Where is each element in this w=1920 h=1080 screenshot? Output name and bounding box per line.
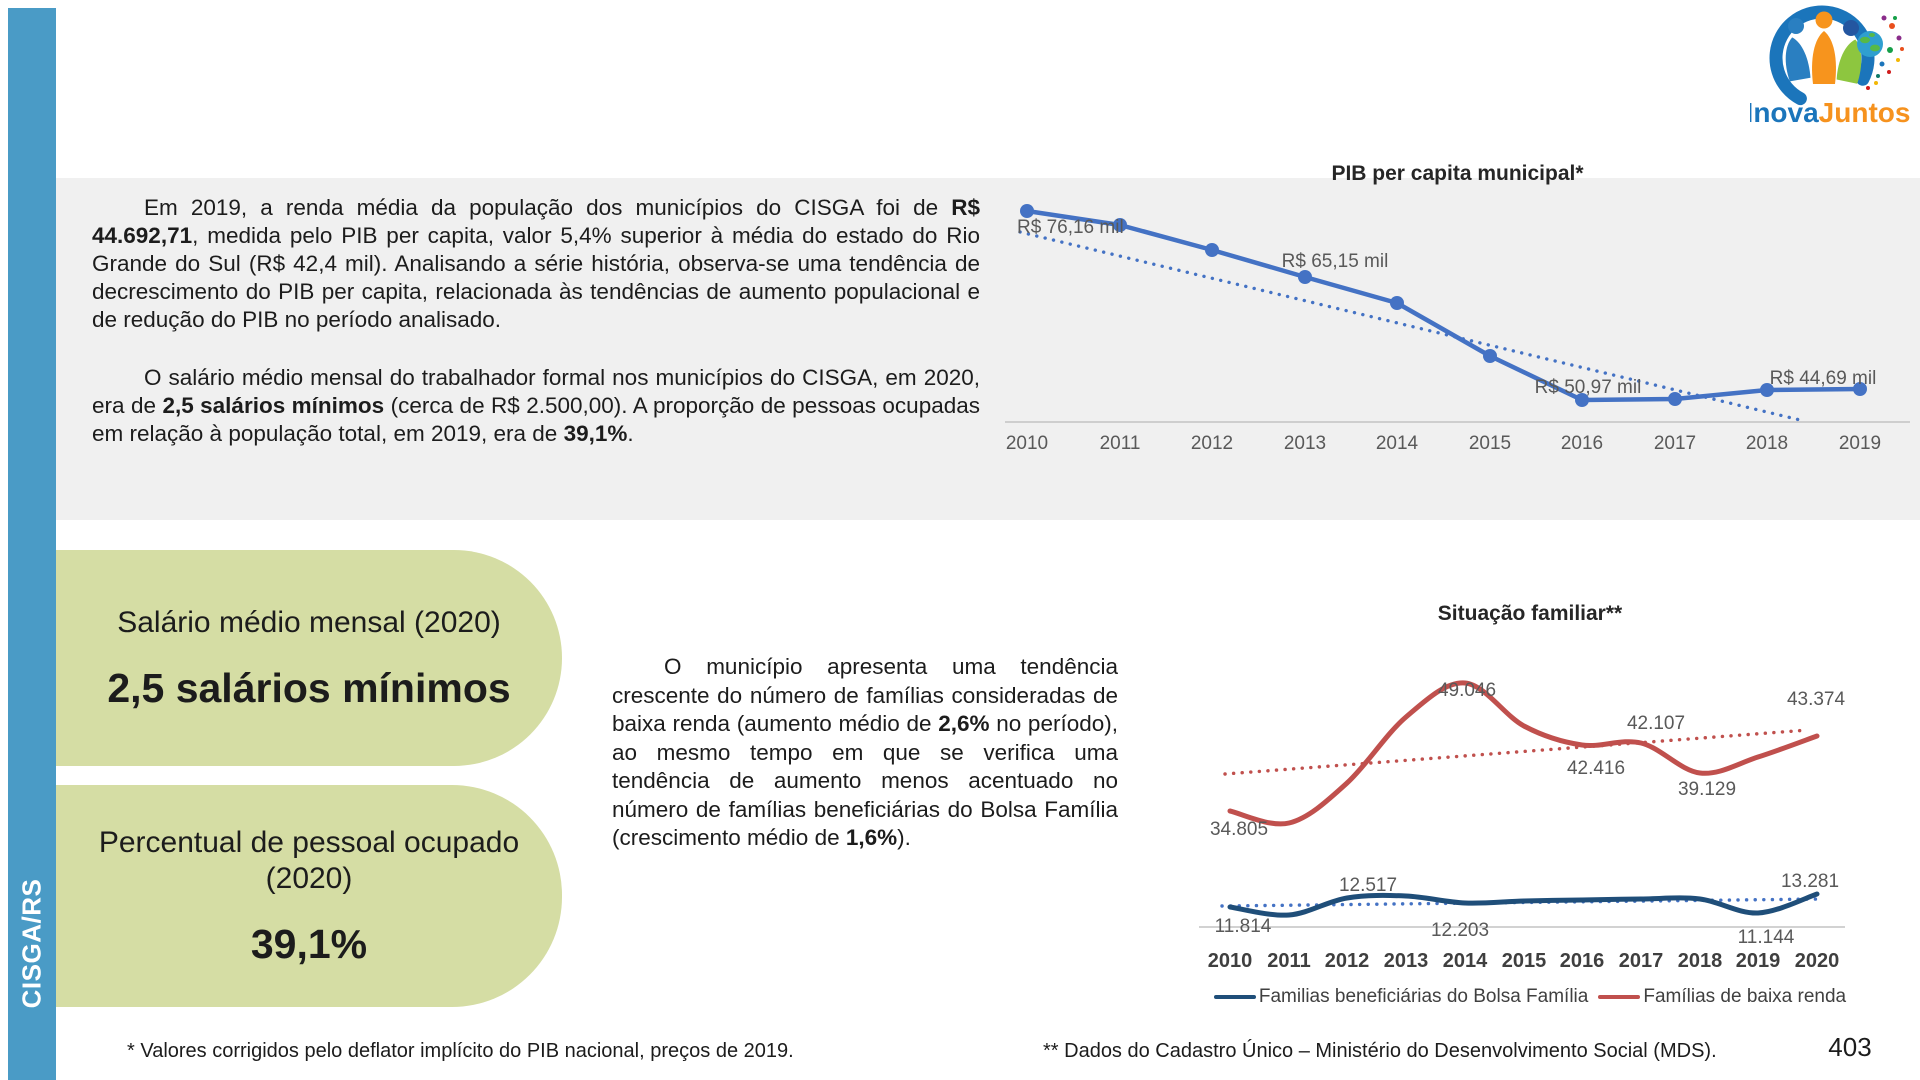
svg-text:2016: 2016: [1560, 433, 1604, 454]
svg-text:34.805: 34.805: [1209, 819, 1269, 840]
family-chart-legend: [1190, 986, 1870, 1008]
svg-text:13.281: 13.281: [1780, 871, 1840, 892]
svg-text:2010: 2010: [1207, 950, 1253, 972]
family-line-chart: [1190, 640, 1870, 1010]
svg-text:2020: 2020: [1794, 950, 1840, 972]
svg-text:2017: 2017: [1618, 950, 1664, 972]
svg-text:2013: 2013: [1383, 950, 1429, 972]
svg-text:2018: 2018: [1745, 433, 1789, 454]
svg-text:2016: 2016: [1559, 950, 1605, 972]
page-number: 403: [1828, 1032, 1872, 1062]
svg-text:12.517: 12.517: [1338, 875, 1398, 896]
svg-text:39.129: 39.129: [1677, 779, 1737, 800]
svg-text:2010: 2010: [1005, 433, 1049, 454]
svg-text:2019: 2019: [1735, 950, 1781, 972]
people-figures-icon: [1781, 12, 1866, 85]
card-value: 2,5 salários mínimos: [107, 664, 511, 711]
legend-label: Familias beneficiárias do Bolsa Família: [1258, 986, 1589, 1007]
svg-text:43.374: 43.374: [1786, 689, 1846, 710]
inovajuntos-logo: [1750, 4, 1910, 136]
svg-text:11.144: 11.144: [1737, 927, 1795, 948]
svg-text:InovaJuntos: [1750, 97, 1910, 128]
legend-line-swatch-icon: [1214, 995, 1256, 1000]
highlight-card-salary: [56, 550, 562, 766]
card-value: 39,1%: [250, 920, 368, 967]
svg-text:2014: 2014: [1442, 950, 1488, 972]
footnote-pib: * Valores corrigidos pelo deflator implícito do PIB nacional, preços de 2019.: [127, 1040, 794, 1062]
highlight-card-occupation: [56, 785, 562, 1007]
logo-word-inova: Inova: [1750, 97, 1819, 128]
svg-text:2018: 2018: [1677, 950, 1723, 972]
svg-text:49.046: 49.046: [1437, 680, 1497, 701]
intro-paragraph-2: O salário médio mensal do trabalhador formal nos municípios do CISGA, em 2020, era de 2,5 salários mínimos (cerca de R$ 2.500,00). A proporção de pessoas ocupadas em relação à população total, em 2019, era de 39,1%.: [92, 365, 980, 446]
svg-text:2012: 2012: [1190, 433, 1234, 454]
svg-text:2015: 2015: [1468, 433, 1512, 454]
svg-text:2012: 2012: [1324, 950, 1370, 972]
region-label: CISGA/RS: [16, 878, 47, 1008]
card-title: Salário médio mensal (2020): [117, 605, 501, 639]
legend-label: Famílias de baixa renda: [1643, 986, 1847, 1007]
legend-item: [1214, 986, 1588, 1008]
card-title: Percentual de pessoal ocupado (2020): [98, 825, 520, 895]
inovajuntos-logo-icon: [1750, 4, 1910, 136]
svg-text:R$ 76,16 mil: R$ 76,16 mil: [1017, 217, 1124, 238]
family-trend-paragraph: O município apresenta uma tendência crescente do número de famílias consideradas de baixa renda (aumento médio de 2,6% no período), ao mesmo tempo em que se verifica uma tendência de aumento menos acentuado no número de famílias beneficiárias do Bolsa Família (crescimento médio de 1,6%).: [612, 654, 1118, 850]
svg-text:2014: 2014: [1375, 433, 1419, 454]
svg-text:R$ 44,69 mil: R$ 44,69 mil: [1769, 368, 1877, 389]
legend-line-swatch-icon: [1598, 995, 1640, 1000]
pib-line-chart: [1005, 155, 1910, 475]
intro-paragraph-1: Em 2019, a renda média da população dos municípios do CISGA foi de R$ 44.692,71, medida pelo PIB per capita, valor 5,4% superior à média do estado do Rio Grande do Sul (R$ 42,4 mil). Analisando a série história, observa-se uma tendência de decrescimento do PIB per capita, relacionada às tendências de aumento populacional e de redução do PIB no período analisado.: [92, 195, 980, 332]
legend-item: [1598, 986, 1846, 1008]
svg-text:R$ 65,15 mil: R$ 65,15 mil: [1281, 251, 1389, 272]
svg-text:2017: 2017: [1653, 433, 1697, 454]
globe-icon: [1857, 31, 1883, 57]
svg-text:2011: 2011: [1099, 433, 1141, 454]
sidebar-label-wrap: [8, 868, 56, 1018]
svg-text:2015: 2015: [1501, 950, 1547, 972]
svg-text:2011: 2011: [1267, 950, 1311, 972]
logo-word-juntos: Juntos: [1818, 97, 1910, 128]
svg-text:12.203: 12.203: [1430, 920, 1490, 941]
footnote-cadastro: ** Dados do Cadastro Único – Ministério do Desenvolvimento Social (MDS).: [1043, 1040, 1717, 1062]
svg-text:R$ 50,97 mil: R$ 50,97 mil: [1534, 377, 1642, 398]
intro-text-block: [92, 194, 980, 478]
pib-chart-title: PIB per capita municipal*: [1331, 162, 1584, 185]
svg-text:42.107: 42.107: [1626, 713, 1686, 734]
family-chart-title: Situação familiar**: [1437, 602, 1623, 625]
svg-text:2013: 2013: [1283, 433, 1327, 454]
svg-text:2019: 2019: [1838, 433, 1882, 454]
svg-text:42.416: 42.416: [1566, 758, 1626, 779]
svg-text:11.814: 11.814: [1214, 916, 1272, 937]
